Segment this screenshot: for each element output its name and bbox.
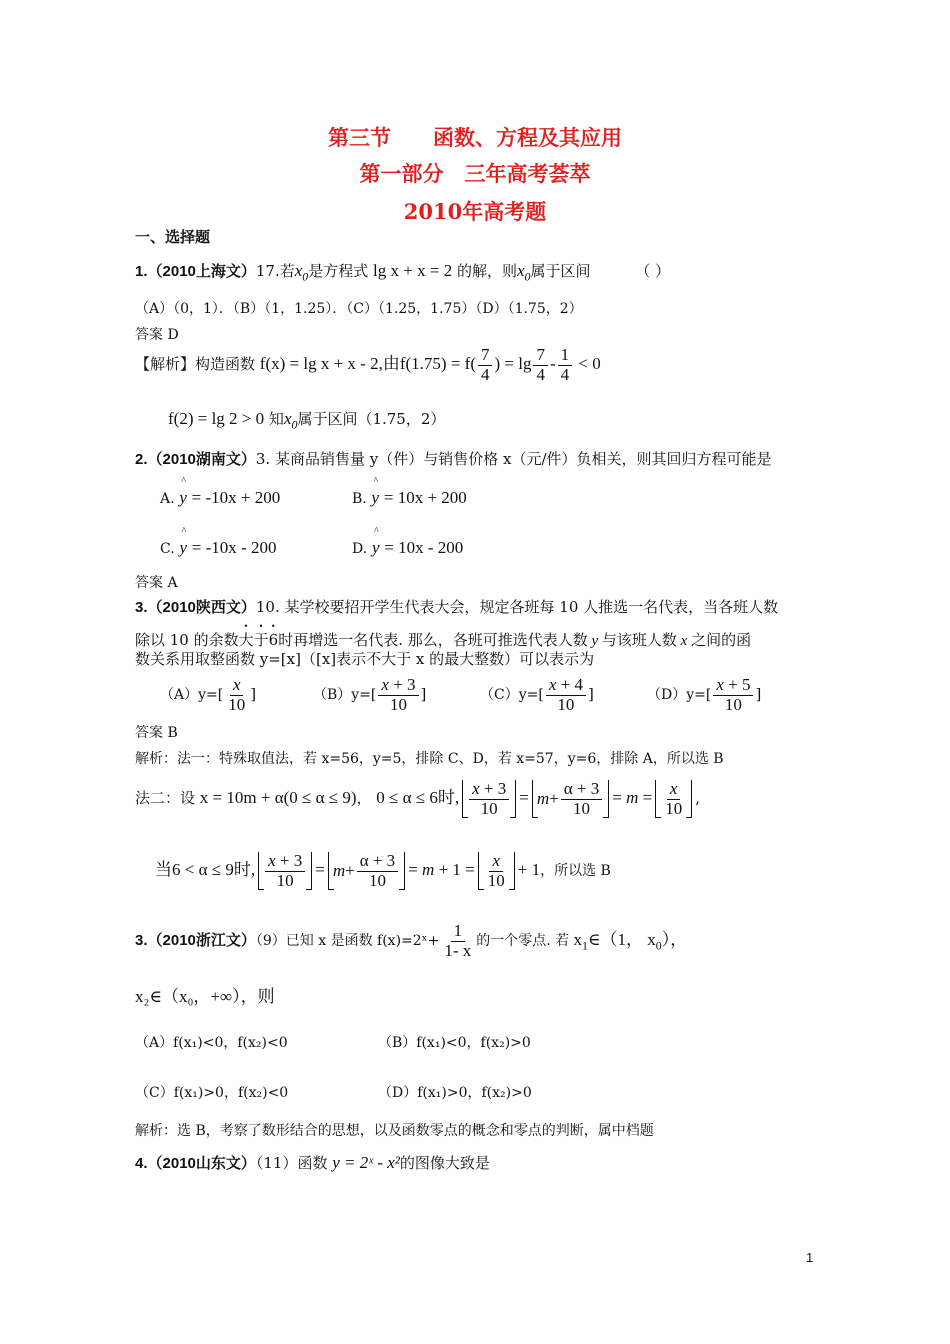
q3-answer: 答案 B	[135, 725, 178, 741]
q2-option-c: C. ^ y = -10x - 200	[160, 538, 276, 558]
q3-label: 3.（2010陕西文）	[135, 599, 256, 616]
q1-analysis-label: 【解析】构造函数	[135, 355, 256, 374]
q3-stem-line1	[135, 596, 778, 617]
q4-option-d: （D）f(x₁)>0，f(x₂)>0	[378, 1085, 532, 1101]
q1-var: $x_0$	[294, 261, 309, 284]
q2-option-a: A. ^ y = -10x + 200	[160, 488, 280, 508]
q2-text: 3. 某商品销售量 y（件）与销售价格 x（元/件）负相关，则其回归方程可能是	[255, 450, 772, 468]
q3-stem-line2: 除以 10 的余数大于6时再增选一名代表. 那么，各班可推选代表人数 y 与该班人数 x 之间的函	[135, 631, 752, 649]
q4-label: 3.（2010浙江文）	[135, 932, 256, 950]
q3-stem-line3: 数关系用取整函数 y=[x]（[x]表示不大于 x 的最大整数）可以表示为	[135, 650, 595, 668]
q1-label: 1.（2010上海文）	[135, 263, 256, 280]
q3-analysis1: 解析：法一：特殊取值法，若 x=56，y=5，排除 C、D，若 x=57，y=6，排除 A，所以选 B	[135, 751, 724, 767]
q1-text-a: 17.若	[255, 262, 295, 280]
q5-stem: 4.（2010山东文）（11）函数 y = 2ˣ - x²的图像大致是	[135, 1153, 490, 1172]
q1-analysis-eq: f(x) = lg x + x - 2,由f(1.75) = f(	[259, 354, 476, 374]
q1-text-b: 是方程式	[308, 262, 369, 280]
q1-var2: $x_0$	[517, 261, 531, 284]
q2-option-b: B. ^ y = 10x + 200	[352, 488, 467, 508]
section-heading: 一、选择题	[135, 229, 211, 246]
q2-option-d: D. ^ y = 10x - 200	[352, 538, 463, 558]
q2-answer: 答案 A	[135, 575, 178, 591]
q3-option-c: （C）y=[ $\frac{x + 4}{10}$ ]	[480, 675, 594, 714]
q1-analysis-line2: f(2) = lg 2 > 0 知$x_0$属于区间（1.75，2）	[168, 409, 446, 432]
part-title: 第一部分 三年高考荟萃	[359, 161, 591, 186]
q4-stem: 3.（2010浙江文）（9）已知 x 是函数 f(x)=2ˣ+ $\frac{1}{1- x}$ 的一个零点. 若 $x_1\in(1$， $x_0$），	[135, 921, 688, 960]
q4-option-b: （B）f(x₁)<0，f(x₂)>0	[378, 1035, 531, 1051]
q1-line2-text: 知	[268, 410, 284, 428]
q3-option-b: （B）y=[ $\frac{x + 3}{10}$ ]	[313, 675, 427, 714]
year-title: 2010年高考题	[403, 199, 547, 224]
q1-eq: lg x + x = 2	[373, 261, 453, 280]
q1-text-d: 属于区间	[530, 262, 591, 280]
section-title: 第三节 函数、方程及其应用	[328, 125, 622, 150]
q3-option-a: （A）y=[ $\frac{x}{10}$ ]	[160, 675, 257, 714]
q3-method2-line2: 当6 < α ≤ 9时, $\frac{x + 3}{10}$ = m + $\frac{\alpha + 3}{10}$ = m + 1 = $\frac{x}{10}$ + 1，所以选 B	[155, 851, 611, 890]
q5-label: 4.（2010山东文）	[135, 1155, 256, 1172]
q4-option-c: （C）f(x₁)>0，f(x₂)<0	[135, 1085, 289, 1101]
q2-stem	[135, 448, 772, 469]
q1-paren: （ ）	[635, 262, 671, 280]
page-number: 1	[806, 1250, 814, 1265]
q3-line1: 10. 某学校要招开学生代表大会，规定各班每 10 人推选一名代表，当各班人数	[255, 598, 779, 616]
q1-frac-1: $\frac{7}{4}$	[478, 346, 493, 384]
q1-options: （A）（0，1）．（B）（1，1.25）．（C）（1.25，1.75）（D）（1.75，2）	[135, 301, 583, 317]
q1-frac-3: $\frac{1}{4}$	[558, 346, 573, 384]
q2-label: 2.（2010湖南文）	[135, 451, 256, 468]
q3-method2: 法二：设 x = 10m + α(0 ≤ α ≤ 9)， 0 ≤ α ≤ 6时, $\frac{x + 3}{10}$ = m + $\frac{\alpha + 3}{10}$ = m = $\frac{x}{10}$ ,	[135, 779, 700, 818]
q1-frac-2: $\frac{7}{4}$	[533, 346, 548, 384]
q4-line2: x₂∈（x₀，+∞），则	[135, 987, 275, 1006]
q1-text-c: 的解，则	[456, 262, 517, 280]
q1-line2-eq: f(2) = lg 2 > 0	[168, 409, 265, 428]
q4-analysis: 解析：选 B，考察了数形结合的思想，以及函数零点的概念和零点的判断，属中档题	[135, 1123, 654, 1139]
q1-line2-tail: 属于区间（1.75，2）	[297, 410, 446, 428]
q1-analysis: 【解析】构造函数 f(x) = lg x + x - 2,由f(1.75) = f( $\frac{7}{4}$ ) = lg $\frac{7}{4}$ - $\frac{1}{4}$ < 0	[135, 345, 601, 384]
q1-stem	[135, 260, 670, 284]
q4-option-a: （A）f(x₁)<0，f(x₂)<0	[135, 1035, 288, 1051]
q1-answer: 答案 D	[135, 327, 179, 343]
q3-option-d: （D）y=[ $\frac{x + 5}{10}$ ]	[647, 675, 762, 714]
